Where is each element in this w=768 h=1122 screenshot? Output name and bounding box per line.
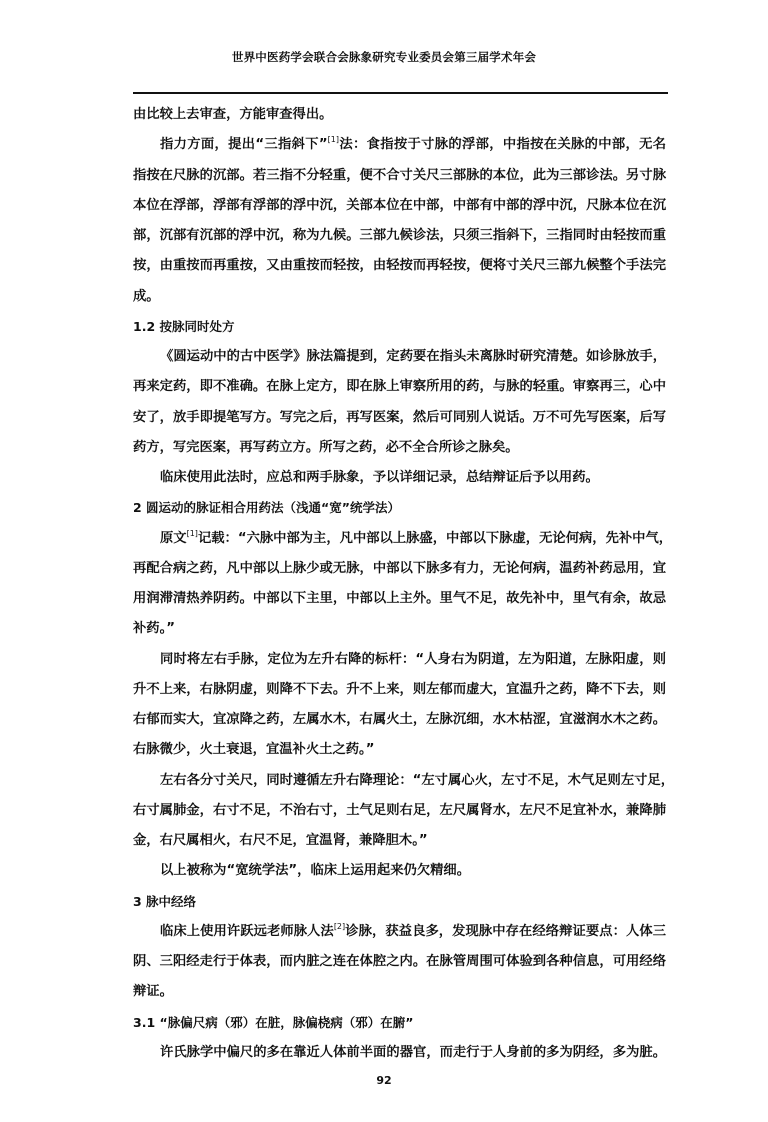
line-text: 右郁而实大，宜凉降之药，左属水木，右属火土，左脉沉细，水木枯涩，宜滋润水木之药。	[133, 712, 666, 727]
line-text: 右脉微少，火土衰退，宜温补火土之药。”	[133, 742, 375, 758]
line-text: 同时将左右手脉，定位为左升右降的标杆：“人身右为阴道，左为阳道，左脉阳虚，则	[160, 651, 666, 667]
line-text: 《圆运动中的古中医学》脉法篇提到，定药要在指头未离脉时研究清楚。如诊脉放手，	[160, 349, 666, 364]
section-heading	[133, 499, 666, 517]
text-line	[133, 409, 666, 427]
line-text: 部，沉部有沉部的浮中沉，称为九候。三部九候诊法，只须三指斜下，三指同时由轻按而重	[133, 228, 666, 243]
line-text: 升不上来，右脉阴虚，则降不下去。升不上来，则左郁而虚大，宜温升之药，降不下去，则	[133, 681, 666, 697]
text-line	[160, 528, 673, 548]
text-line	[133, 227, 666, 245]
text-line	[133, 167, 666, 185]
line-text: 阴、三阳经走行于体表，而内脏之连在体腔之内。在脉管周围可体验到各种信息，可用经络	[133, 954, 666, 969]
running-header: 世界中医药学会联合会脉象研究专业委员会第三届学术年会	[231, 50, 537, 64]
line-text: 本位在浮部，浮部有浮部的浮中沉，关部本位在中部，中部有中部的浮中沉，尺脉本位在沉	[133, 197, 666, 213]
text-line	[133, 711, 666, 729]
text-line	[133, 257, 666, 275]
text-line	[160, 923, 666, 941]
line-text: 指力方面，提出“三指斜下”	[160, 137, 328, 153]
line-text: 成。	[133, 288, 160, 304]
page-number: 92	[376, 1074, 392, 1087]
line-text: 临床上使用许跃远老师脉人法	[160, 923, 334, 939]
text-line	[133, 439, 666, 457]
line-text: 再配合病之药，凡中部以上脉少或无脉，中部以下脉多有力，无论何病，温药补药忌用，宜	[133, 560, 666, 576]
line-text: 3.1 “脉偏尺病（邪）在脏，脉偏桡病（邪）在腑”	[133, 1014, 414, 1030]
text-line	[133, 802, 666, 820]
line-text: 左右各分寸关尺，同时遵循左升右降理论：“左寸属心火，左寸不足，木气足则左寸足，	[160, 772, 675, 788]
text-line	[160, 348, 666, 366]
line-text: 再来定药，即不准确。在脉上定方，即在脉上审察所用的药，与脉的轻重。审察再三，心中	[133, 379, 666, 395]
text-line	[133, 741, 666, 759]
text-line	[133, 681, 666, 699]
line-text: 许氏脉学中偏尺的多在靠近人体前半面的器官，而走行于人身前的多为阴经，多为脏。	[160, 1044, 666, 1060]
line-text: 按，由重按而再重按，又由重按而轻按，由轻按而再轻按，便将寸关尺三部九候整个手法完	[133, 258, 666, 274]
header-rule	[133, 92, 668, 94]
line-text: 2 圆运动的脉证相合用药法（浅通“宽”统学法）	[133, 500, 400, 516]
line-text: 3 脉中经络	[133, 893, 197, 909]
text-line	[160, 651, 666, 669]
line-text: 用润滞清热养阴药。中部以下主里，中部以上主外。里气不足，故先补中，里气有余，故忌	[133, 591, 666, 606]
text-line	[160, 136, 666, 154]
text-line	[133, 197, 666, 215]
line-text-continued: 诊脉，获益良多，发现脉中存在经络辩证要点：人体三	[345, 923, 667, 939]
line-text: 补药。”	[133, 621, 175, 637]
line-text: 药方，写完医案，再写药立方。所写之药，必不全合所诊之脉矣。	[133, 439, 519, 455]
text-line	[160, 469, 666, 487]
text-line	[160, 862, 666, 880]
text-line	[133, 620, 666, 638]
line-text: 安了，放手即提笔写方。写完之后，再写医案，然后可同别人说话。万不可先写医案，后写	[133, 409, 666, 425]
text-line	[133, 288, 666, 306]
text-line	[133, 832, 666, 850]
text-line	[160, 1044, 666, 1062]
section-heading	[133, 1014, 666, 1032]
text-line	[133, 590, 666, 608]
line-text: 临床使用此法时，应总和两手脉象，予以详细记录，总结辩证后予以用药。	[160, 470, 599, 485]
line-text: 由比较上去审查，方能审查得出。	[133, 107, 333, 122]
line-text: 以上被称为“宽统学法”，临床上运用起来仍欠精细。	[160, 863, 471, 879]
text-line	[133, 560, 666, 578]
line-text: 金，右尺属相火，右尺不足，宜温肾，兼降胆木。”	[133, 833, 428, 848]
line-text: 指按在尺脉的沉部。若三指不分轻重，便不合寸关尺三部脉的本位，此为三部诊法。另寸脉	[133, 167, 666, 183]
text-line	[133, 378, 666, 396]
line-text-continued: 法：食指按于寸脉的浮部，中指按在关脉的中部，无名	[339, 137, 666, 153]
text-line	[133, 106, 666, 124]
section-heading	[133, 318, 666, 336]
text-line	[160, 772, 675, 790]
text-line	[133, 983, 666, 1001]
line-text: 原文	[160, 530, 187, 546]
line-text: 辩证。	[133, 984, 173, 1000]
citation-marker: [2]	[333, 921, 346, 931]
citation-marker: [1]	[327, 135, 340, 145]
line-text: 1.2 按脉同时处方	[133, 318, 235, 334]
line-text-continued: 记载：“六脉中部为主，凡中部以上脉盛，中部以下脉虚，无论何病，先补中气，	[197, 530, 673, 546]
text-line	[133, 953, 666, 971]
line-text: 右寸属肺金，右寸不足，不治右寸，土气足则右足，左尺属肾水，左尺不足宜补水，兼降肺	[133, 802, 666, 818]
section-heading	[133, 893, 666, 911]
citation-marker: [1]	[186, 528, 198, 538]
